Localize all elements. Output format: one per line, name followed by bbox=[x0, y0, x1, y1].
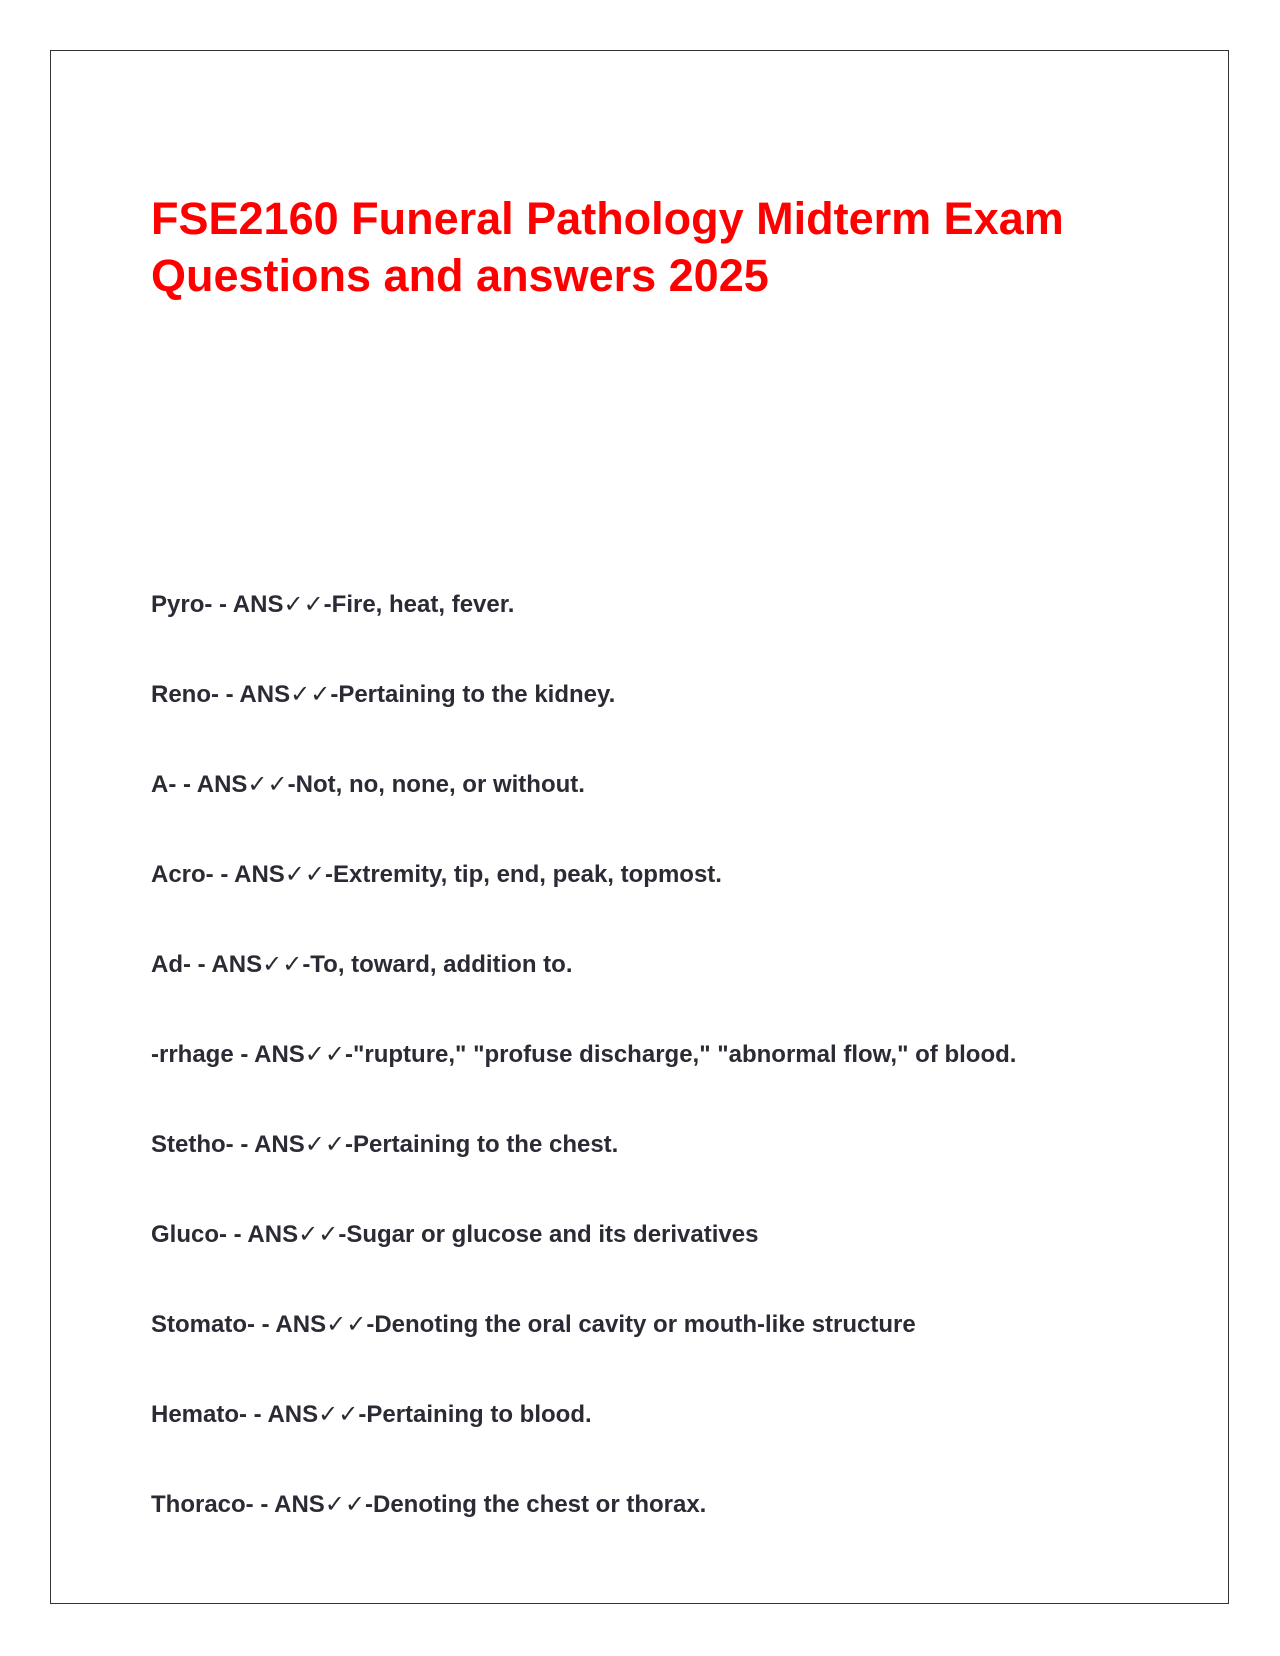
qa-item: Reno- - ANS✓✓-Pertaining to the kidney. bbox=[151, 681, 616, 708]
qa-item: A- - ANS✓✓-Not, no, none, or without. bbox=[151, 771, 585, 798]
qa-item: Acro- - ANS✓✓-Extremity, tip, end, peak, topmost. bbox=[151, 861, 722, 888]
qa-item: Ad- - ANS✓✓-To, toward, addition to. bbox=[151, 951, 573, 978]
qa-item: Pyro- - ANS✓✓-Fire, heat, fever. bbox=[151, 591, 515, 618]
qa-item: Hemato- - ANS✓✓-Pertaining to blood. bbox=[151, 1401, 592, 1428]
qa-list bbox=[151, 590, 1016, 1580]
qa-item: Gluco- - ANS✓✓-Sugar or glucose and its derivatives bbox=[151, 1221, 759, 1248]
qa-item: Stetho- - ANS✓✓-Pertaining to the chest. bbox=[151, 1131, 619, 1158]
document-title bbox=[151, 190, 1171, 304]
qa-item: Stomato- - ANS✓✓-Denoting the oral cavity or mouth-like structure bbox=[151, 1311, 916, 1338]
qa-item: Thoraco- - ANS✓✓-Denoting the chest or thorax. bbox=[151, 1491, 707, 1518]
title-line-2: Questions and answers 2025 bbox=[151, 250, 769, 301]
title-line-1: FSE2160 Funeral Pathology Midterm Exam bbox=[151, 193, 1064, 244]
qa-item: -rrhage - ANS✓✓-"rupture," "profuse discharge," "abnormal flow," of blood. bbox=[151, 1041, 1017, 1068]
